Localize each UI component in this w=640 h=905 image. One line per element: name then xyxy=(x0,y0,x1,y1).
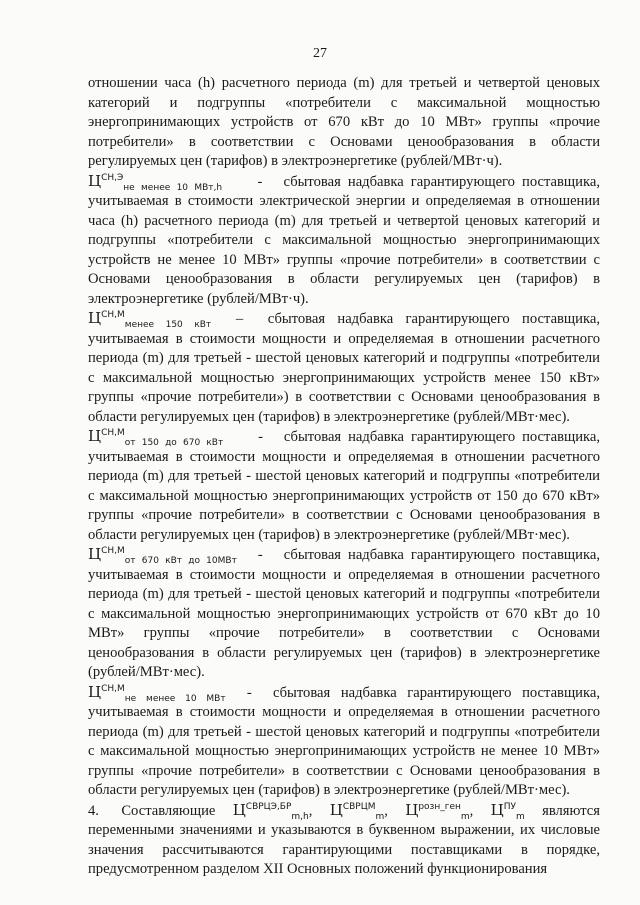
numbered-paragraph xyxy=(88,801,600,880)
formula-symbol: $Ц^{розн\_ген}_m$, xyxy=(405,800,474,822)
dash: - xyxy=(243,547,277,563)
item-number: 4. xyxy=(88,802,99,819)
definition-text: сбытовая надбавка гарантирующего поставщика, учитываемая в стоимости мощности и определяемая в отношении расчетного периода (m) для третьей - шестой ценовых категорий и подгруппы «потребители с максимальной мощностью энергопринимающих устройств не менее 10 МВт» группы «прочие потребители» в соответствии с Основами ценообразования в области регулируемых цен (тарифов) в электроэнергетике (рублей/МВт·мес). xyxy=(88,684,600,798)
formula-symbol: $Ц^{СН,М}_{менее 150 кВт}$ xyxy=(88,309,212,330)
definition-paragraph xyxy=(88,172,600,310)
dash: - xyxy=(236,684,263,701)
item-text: являются переменными значениями и указываются в буквенном выражении, их числовые значения рассчитываются гарантирующими поставщиками в порядке, предусмотренном разделом XII Основных положений функционирования xyxy=(88,802,600,877)
definition-text: сбытовая надбавка гарантирующего поставщика, учитываемая в стоимости мощности и определяемая в отношении расчетного периода (m) для третьей - шестой ценовых категорий и подгруппы «потребители с максимальной мощностью энергопринимающих устройств от 150 до 670 кВт» группы «прочие потребители» в соответствии с Основами ценообразования в области регулируемых цен (тарифов) в электроэнергетике (рублей/МВт·мес). xyxy=(88,429,601,543)
formula-symbol: $Ц^{ПУ}_m$ xyxy=(490,800,525,822)
definition-paragraph xyxy=(88,427,600,545)
formula-symbol: $Ц^{СН,М}_{от 150 до 670 кВт}$ xyxy=(88,427,224,448)
dash: – xyxy=(223,311,256,327)
document-body xyxy=(88,74,600,880)
formula-symbol: $Ц^{СВРЦЭ,БР}_{m,h}$, xyxy=(232,800,313,822)
intro-paragraph: отношении часа (h) расчетного периода (m) для третьей и четвертой ценовых категорий и подгруппы «потребители с максимальной мощностью энергопринимающих устройств от 670 кВт до 10 МВт» группы «прочие потребители» в соответствии с Основами ценообразования в области регулируемых цен (тарифов) в электроэнергетике (рублей/МВт·ч). xyxy=(88,75,600,169)
page-number: 27 xyxy=(313,46,327,61)
formula-symbol: $Ц^{СВРЦМ}_m$, xyxy=(329,800,388,822)
dash: - xyxy=(230,429,277,445)
formula-symbol: $Ц^{СН,М}_{от 670 кВт до 10МВт}$ xyxy=(88,545,237,566)
dash: - xyxy=(229,173,277,190)
definition-paragraph xyxy=(88,545,600,683)
definition-text: сбытовая надбавка гарантирующего поставщика, учитываемая в стоимости мощности и определяемая в отношении расчетного периода (m) для третьей - шестой ценовых категорий и подгруппы «потребители с максимальной мощностью энергопринимающих устройств от 670 кВт до 10 МВт» группы «прочие потребители» в соответствии с Основами ценообразования в области регулируемых цен (тарифов) в электроэнергетике (рублей/МВт·мес). xyxy=(88,547,600,680)
formula-symbol: $Ц^{СН,М}_{не менее 10 МВт}$ xyxy=(88,682,226,704)
definition-text: сбытовая надбавка гарантирующего поставщика, учитываемая в стоимости электрической энергии и определяемая в отношении часа (h) расчетного периода (m) для третьей и четвертой ценовых категорий и подгруппы «потребители с максимальной мощностью энергопринимающих устройств не менее 10 МВт» группы «прочие потребители» в соответствии с Основами ценообразования в области регулируемых цен (тарифов) в электроэнергетике (рублей/МВт·ч). xyxy=(88,173,600,307)
definition-paragraph xyxy=(88,309,600,427)
formula-symbol: $Ц^{СН,Э}_{не менее 10 МВт,h}$ xyxy=(88,171,223,193)
definition-text: сбытовая надбавка гарантирующего поставщика, учитываемая в стоимости мощности и определяемая в отношении расчетного периода (m) для третьей - шестой ценовых категорий и подгруппы «потребители с максимальной мощностью энергопринимающих устройств менее 150 кВт» группы «прочие потребители») в соответствии с Основами ценообразования в области регулируемых цен (тарифов) в электроэнергетике (рублей/МВт·мес). xyxy=(88,311,600,425)
item-lead: Составляющие xyxy=(121,802,216,819)
definition-paragraph xyxy=(88,683,600,801)
